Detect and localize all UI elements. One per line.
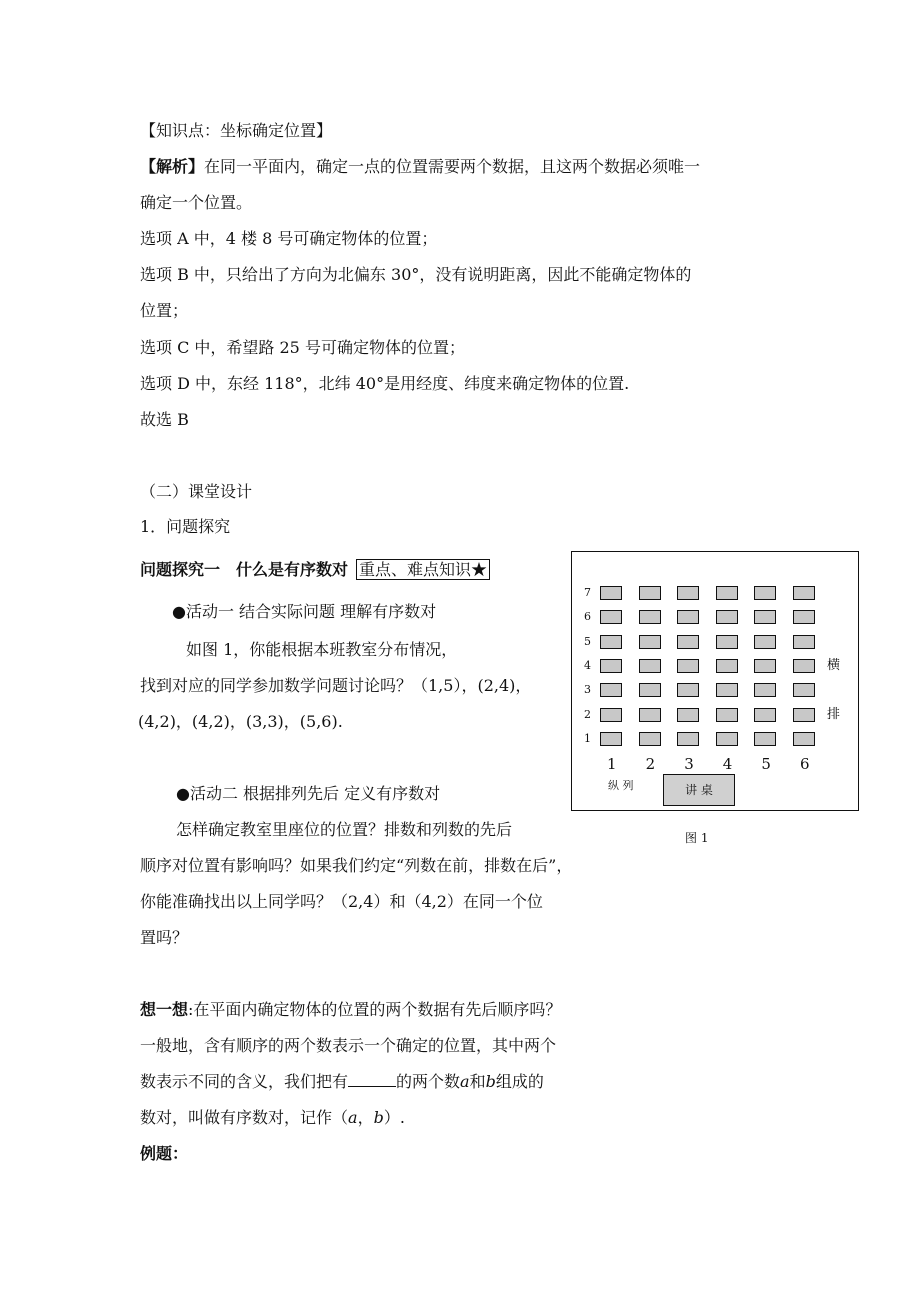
seat: [639, 683, 661, 697]
side-label-pai: 排: [827, 707, 841, 722]
activity2-line1: 怎样确定教室里座位的位置？排数和列数的先后: [176, 820, 513, 839]
column-label: 6: [800, 755, 810, 773]
think-line3: [140, 1072, 544, 1092]
column-word: 纵 列: [608, 779, 634, 792]
seat: [716, 610, 738, 624]
seat: [716, 586, 738, 600]
seat: [716, 659, 738, 673]
seat: [754, 586, 776, 600]
seat: [600, 586, 622, 600]
analysis-label: 【解析】: [140, 157, 205, 176]
think-line4b: ，: [357, 1108, 374, 1127]
key-point-tag: 重点、难点知识★: [356, 559, 490, 580]
think-line3a: 数表示不同的含义，我们把有: [140, 1072, 349, 1091]
inquiry-title: 问题探究一 什么是有序数对: [140, 560, 349, 579]
knowledge-point: 【知识点：坐标确定位置】: [140, 121, 333, 140]
seat: [600, 708, 622, 722]
seat: [677, 610, 699, 624]
seat: [754, 732, 776, 746]
row-label: 6: [584, 610, 591, 624]
column-label: 5: [761, 755, 771, 773]
var-b-2: b: [373, 1108, 384, 1127]
column-label: 4: [722, 755, 733, 773]
seat: [793, 732, 815, 746]
seat: [716, 635, 738, 649]
seat: [639, 732, 661, 746]
seat: [639, 659, 661, 673]
row-label: 7: [584, 586, 591, 599]
seat: [754, 610, 776, 624]
seat: [639, 708, 661, 722]
seat: [639, 586, 661, 600]
seat: [793, 683, 815, 697]
option-c: 选项 C 中，希望路 25 号可确定物体的位置；: [140, 338, 465, 357]
think-line4c: ）.: [383, 1108, 405, 1127]
seat: [677, 586, 699, 600]
row-label: 5: [584, 634, 591, 648]
seat: [600, 659, 622, 673]
activity1-line1: 如图 1，你能根据本班教室分布情况，: [186, 640, 458, 659]
section-subtitle: 1．问题探究: [140, 517, 231, 536]
think-line2: 一般地，含有顺序的两个数表示一个确定的位置，其中两个: [140, 1036, 557, 1055]
answer: 故选 B: [140, 410, 189, 429]
var-a: a: [460, 1072, 470, 1091]
seat: [716, 732, 738, 746]
seat: [600, 683, 622, 697]
seat: [677, 708, 699, 722]
seat: [793, 610, 815, 624]
seat: [677, 635, 699, 649]
var-b: b: [485, 1072, 496, 1091]
option-d: 选项 D 中，东经 118°，北纬 40°是用经度、纬度来确定物体的位置.: [140, 374, 630, 393]
think-line4a: 数对，叫做有序数对，记作（: [140, 1108, 349, 1127]
var-a-2: a: [348, 1108, 358, 1127]
think-label: 想一想: [140, 1000, 189, 1019]
option-b-cont: 位置；: [140, 301, 189, 320]
analysis-text: 在同一平面内，确定一点的位置需要两个数据，且这两个数据必须唯一: [204, 157, 701, 176]
activity1-line2: 找到对应的同学参加数学问题讨论吗？（1,5），(2,4)，: [140, 676, 532, 695]
row-label: 3: [584, 683, 591, 697]
seat: [754, 683, 776, 697]
activity2-line2: 顺序对位置有影响吗？如果我们约定“列数在前，排数在后”，: [140, 856, 573, 875]
row-label: 1: [584, 731, 591, 745]
activity2-title: ●活动二 根据排列先后 定义有序数对: [176, 784, 441, 803]
think-line1: [140, 1000, 561, 1020]
seat: [677, 659, 699, 673]
seat: [754, 635, 776, 649]
classroom-seating-figure: [571, 551, 859, 811]
seat: [677, 732, 699, 746]
section-title: （二）课堂设计: [140, 482, 253, 501]
analysis-line: [140, 157, 700, 177]
option-a: 选项 A 中，4 楼 8 号可确定物体的位置；: [140, 229, 438, 248]
activity1-line3: (4,2)，(4,2)，(3,3)，(5,6).: [138, 712, 343, 731]
seat: [600, 635, 622, 649]
think-text: :在平面内确定物体的位置的两个数据有先后顺序吗？: [188, 1000, 562, 1019]
fill-blank: [348, 1072, 396, 1087]
seat: [716, 708, 738, 722]
side-label-heng: 横: [827, 658, 841, 673]
think-line3b: 的两个数: [396, 1072, 461, 1091]
activity2-line4: 置吗？: [140, 928, 189, 947]
seat: [793, 708, 815, 722]
seat: [600, 732, 622, 746]
option-b: 选项 B 中，只给出了方向为北偏东 30°，没有说明距离，因此不能确定物体的: [140, 265, 692, 284]
seat: [677, 683, 699, 697]
seat: [793, 659, 815, 673]
seat: [754, 659, 776, 673]
seat: [793, 586, 815, 600]
row-label: 2: [584, 707, 591, 721]
activity2-line3: 你能准确找出以上同学吗？（2,4）和（4,2）在同一个位: [140, 892, 543, 911]
seat: [639, 610, 661, 624]
column-label: 2: [645, 755, 656, 773]
think-line4: [140, 1108, 405, 1128]
seat: [600, 610, 622, 624]
teacher-desk: 讲 桌: [663, 774, 735, 806]
column-label: 1: [607, 755, 617, 773]
inquiry-title-line: [140, 560, 490, 580]
analysis-text-2: 确定一个位置。: [140, 193, 253, 212]
column-label: 3: [684, 755, 694, 773]
seat: [793, 635, 815, 649]
figure-caption: 图 1: [685, 831, 709, 845]
seat: [754, 708, 776, 722]
seat: [639, 635, 661, 649]
seat: [716, 683, 738, 697]
row-label: 4: [584, 658, 591, 672]
example-label: 例题：: [140, 1144, 189, 1163]
activity1-title: ●活动一 结合实际问题 理解有序数对: [172, 602, 437, 621]
think-line3c: 和: [469, 1072, 486, 1091]
think-line3d: 组成的: [495, 1072, 544, 1091]
